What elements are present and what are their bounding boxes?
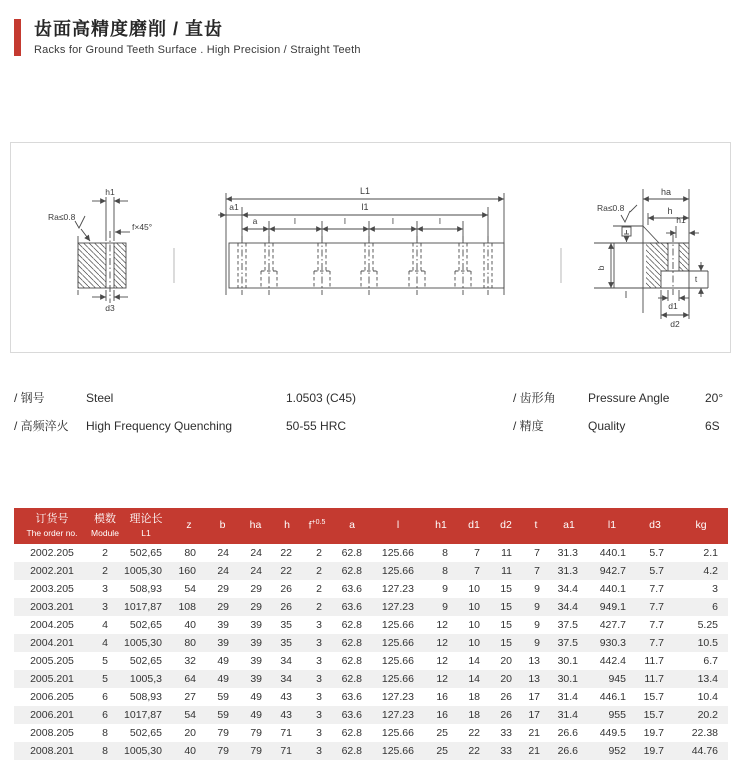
table-cell: 13 — [528, 673, 540, 685]
table-row — [14, 544, 728, 562]
table-cell: 35 — [280, 619, 292, 631]
table-cell: 7.7 — [649, 619, 664, 631]
table-cell: 3 — [316, 637, 322, 649]
table-cell: 1005,30 — [124, 745, 162, 757]
dim-label-t: t — [694, 274, 698, 284]
table-cell: 3 — [102, 583, 108, 595]
table-cell: 7 — [474, 547, 480, 559]
table-cell: 3 — [316, 673, 322, 685]
table-cell: 12 — [436, 673, 448, 685]
table-cell: 2004.205 — [30, 619, 74, 631]
table-cell: 21 — [528, 727, 540, 739]
column-header-ha: ha — [239, 508, 272, 544]
table-cell: 108 — [178, 601, 196, 613]
page-title: 齿面高精度磨削 / 直齿 — [34, 19, 224, 39]
table-cell: 39 — [250, 673, 262, 685]
table-cell: 7.7 — [649, 637, 664, 649]
product-table — [14, 508, 728, 760]
dim-label-L1: L1 — [359, 186, 371, 196]
table-cell: 1005,30 — [124, 637, 162, 649]
table-cell: 9 — [534, 601, 540, 613]
table-cell: 26 — [500, 691, 512, 703]
table-cell: 10 — [468, 601, 480, 613]
table-cell: 125.66 — [381, 655, 414, 667]
table-cell: 29 — [250, 583, 262, 595]
dim-label-d2: d2 — [670, 319, 680, 329]
table-cell: 7.7 — [649, 601, 664, 613]
table-cell: 20 — [184, 727, 196, 739]
table-cell: 19.7 — [643, 745, 664, 757]
column-header-d1: d1 — [458, 508, 490, 544]
table-cell: 5 — [102, 655, 108, 667]
table-cell: 43 — [280, 709, 292, 721]
table-cell: 442.4 — [599, 655, 626, 667]
table-cell: 3 — [316, 727, 322, 739]
table-cell: 62.8 — [341, 619, 362, 631]
table-cell: 10.5 — [697, 637, 718, 649]
table-cell: 12 — [436, 619, 448, 631]
table-cell: 13 — [528, 655, 540, 667]
table-cell: 125.66 — [381, 673, 414, 685]
dim-label-h1: h1 — [105, 187, 115, 197]
table-cell: 8 — [442, 565, 448, 577]
table-cell: 3 — [316, 709, 322, 721]
table-cell: 24 — [250, 547, 262, 559]
table-cell: 63.6 — [341, 691, 362, 703]
table-cell: 4 — [102, 619, 108, 631]
table-cell: 7.7 — [649, 583, 664, 595]
spec-value: 1.0503 (C45) — [286, 391, 357, 405]
table-cell: 7 — [534, 565, 540, 577]
table-cell: 2 — [316, 601, 322, 613]
table-cell: 1017,87 — [124, 601, 162, 613]
table-cell: 30.1 — [557, 655, 578, 667]
table-cell: 62.8 — [341, 727, 362, 739]
table-cell: 17 — [528, 691, 540, 703]
table-cell: 2 — [102, 547, 108, 559]
dim-label-a1: a1 — [229, 202, 239, 212]
dim-label-a: a — [252, 216, 258, 226]
table-cell: 34 — [280, 655, 292, 667]
table-cell: 9 — [534, 637, 540, 649]
table-cell: 2002.205 — [30, 547, 74, 559]
table-cell: 34.4 — [557, 583, 578, 595]
table-cell: 37.5 — [557, 619, 578, 631]
table-row — [14, 598, 728, 616]
table-cell: 26.6 — [557, 727, 578, 739]
table-cell: 31.3 — [557, 547, 578, 559]
table-cell: 2003.201 — [30, 601, 74, 613]
table-cell: 6 — [102, 709, 108, 721]
table-cell: 930.3 — [599, 637, 626, 649]
technical-drawing — [10, 142, 731, 353]
table-cell: 15.7 — [643, 709, 664, 721]
table-cell: 19.7 — [643, 727, 664, 739]
table-cell: 502,65 — [129, 727, 162, 739]
column-header-t: t — [522, 508, 550, 544]
spec-label-cn: / 高频淬火 — [14, 419, 69, 433]
column-header-module: 模数 Module — [90, 508, 120, 544]
column-header-d3: d3 — [636, 508, 674, 544]
table-cell: 949.1 — [599, 601, 626, 613]
spec-quality — [513, 417, 720, 434]
table-cell: 2004.201 — [30, 637, 74, 649]
spec-label-cn: / 精度 — [513, 419, 544, 433]
table-cell: 63.6 — [341, 709, 362, 721]
table-cell: 125.66 — [381, 619, 414, 631]
table-cell: 2 — [102, 565, 108, 577]
dim-label-b: b — [596, 265, 606, 271]
table-cell: 2 — [316, 565, 322, 577]
table-cell: 2006.205 — [30, 691, 74, 703]
dim-label-d3: d3 — [105, 303, 115, 313]
table-row — [14, 562, 728, 580]
table-cell: 26 — [280, 583, 292, 595]
column-header-a1: a1 — [550, 508, 588, 544]
table-cell: 15 — [500, 583, 512, 595]
dim-label-l-4: l — [439, 216, 441, 226]
table-cell: 5.7 — [649, 565, 664, 577]
table-cell: 79 — [250, 745, 262, 757]
table-cell: 160 — [178, 565, 196, 577]
spec-label-cn: / 钢号 — [14, 391, 45, 405]
table-cell: 446.1 — [599, 691, 626, 703]
column-header-b: b — [206, 508, 239, 544]
table-cell: 25 — [436, 745, 448, 757]
table-cell: 29 — [250, 601, 262, 613]
table-cell: 14 — [468, 673, 480, 685]
spec-label-en: Quality — [588, 419, 626, 433]
table-cell: 49 — [250, 691, 262, 703]
table-cell: 502,65 — [129, 619, 162, 631]
table-cell: 31.4 — [557, 691, 578, 703]
table-row — [14, 688, 728, 706]
column-header-theoretical-length: 理论长 L1 — [120, 508, 172, 544]
table-cell: 22 — [468, 745, 480, 757]
table-cell: 39 — [250, 637, 262, 649]
table-cell: 5.25 — [697, 619, 718, 631]
table-cell: 942.7 — [599, 565, 626, 577]
table-cell: 502,65 — [129, 547, 162, 559]
table-cell: 11 — [501, 565, 512, 577]
dim-label-h1-right: h1 — [676, 215, 686, 225]
table-cell: 62.8 — [341, 655, 362, 667]
table-cell: 18 — [468, 709, 480, 721]
table-cell: 7 — [474, 565, 480, 577]
table-cell: 71 — [280, 745, 292, 757]
table-cell: 14 — [468, 655, 480, 667]
table-cell: 22.38 — [691, 727, 718, 739]
table-cell: 62.8 — [341, 547, 362, 559]
column-header-h1: h1 — [424, 508, 458, 544]
table-cell: 11 — [501, 547, 512, 559]
table-cell: 20 — [500, 673, 512, 685]
table-cell: 26.6 — [557, 745, 578, 757]
table-cell: 2005.201 — [30, 673, 74, 685]
table-cell: 5 — [102, 673, 108, 685]
column-header-order-no: 订货号 The order no. — [14, 508, 90, 544]
accent-bar — [14, 19, 21, 56]
table-cell: 17 — [528, 709, 540, 721]
table-cell: 4.2 — [703, 565, 718, 577]
table-cell: 40 — [184, 745, 196, 757]
table-cell: 15 — [500, 601, 512, 613]
spec-label-en: Pressure Angle — [588, 391, 670, 405]
table-cell: 49 — [250, 709, 262, 721]
table-cell: 31.3 — [557, 565, 578, 577]
spec-value: 6S — [705, 419, 720, 433]
table-cell: 5.7 — [649, 547, 664, 559]
table-row — [14, 670, 728, 688]
table-cell: 945 — [608, 673, 626, 685]
column-header-z: z — [172, 508, 206, 544]
table-cell: 3 — [102, 601, 108, 613]
table-cell: 21 — [528, 745, 540, 757]
table-cell: 1005,30 — [124, 565, 162, 577]
table-cell: 3 — [316, 745, 322, 757]
table-cell: 79 — [217, 745, 229, 757]
table-cell: 33 — [500, 727, 512, 739]
table-cell: 427.7 — [599, 619, 626, 631]
table-cell: 29 — [217, 601, 229, 613]
table-cell: 2002.201 — [30, 565, 74, 577]
spec-value: 20° — [705, 391, 724, 405]
table-row — [14, 724, 728, 742]
table-cell: 440.1 — [599, 547, 626, 559]
table-cell: 49 — [217, 673, 229, 685]
dim-label-ha: ha — [660, 187, 672, 197]
table-cell: 502,65 — [129, 655, 162, 667]
spec-steel — [14, 389, 356, 406]
table-cell: 125.66 — [381, 745, 414, 757]
table-cell: 11.7 — [644, 655, 664, 667]
table-cell: 71 — [280, 727, 292, 739]
table-cell: 2008.205 — [30, 727, 74, 739]
table-cell: 26 — [500, 709, 512, 721]
dim-label-l-2: l — [344, 216, 346, 226]
table-cell: 16 — [436, 709, 448, 721]
dim-label-h: h — [667, 206, 673, 216]
table-cell: 80 — [184, 637, 196, 649]
table-cell: 4 — [102, 637, 108, 649]
table-cell: 3 — [316, 619, 322, 631]
table-cell: 10 — [468, 619, 480, 631]
table-cell: 10 — [468, 583, 480, 595]
dim-label-ra-left: Ra≤0.8 — [48, 212, 76, 222]
table-cell: 54 — [184, 709, 196, 721]
table-row — [14, 616, 728, 634]
table-cell: 30.1 — [557, 673, 578, 685]
table-cell: 20 — [500, 655, 512, 667]
table-cell: 10.4 — [697, 691, 718, 703]
table-cell: 20.2 — [697, 709, 718, 721]
table-cell: 9 — [534, 583, 540, 595]
table-cell: 2005.205 — [30, 655, 74, 667]
table-header-row — [14, 508, 728, 544]
table-cell: 62.8 — [341, 565, 362, 577]
table-cell: 62.8 — [341, 673, 362, 685]
table-cell: 59 — [217, 709, 229, 721]
table-cell: 34 — [280, 673, 292, 685]
table-cell: 43 — [280, 691, 292, 703]
table-cell: 3 — [316, 655, 322, 667]
table-cell: 63.6 — [341, 583, 362, 595]
table-cell: 7 — [534, 547, 540, 559]
table-cell: 31.4 — [557, 709, 578, 721]
table-cell: 39 — [217, 637, 229, 649]
table-cell: 6 — [102, 691, 108, 703]
dim-label-l1: l1 — [361, 202, 369, 212]
column-header-kg: kg — [674, 508, 728, 544]
table-cell: 12 — [436, 655, 448, 667]
table-cell: 508,93 — [129, 583, 162, 595]
table-cell: 1017,87 — [124, 709, 162, 721]
table-cell: 24 — [250, 565, 262, 577]
table-cell: 2 — [316, 547, 322, 559]
dim-label-d1: d1 — [668, 301, 678, 311]
table-cell: 16 — [436, 691, 448, 703]
column-header-d2: d2 — [490, 508, 522, 544]
table-cell: 2006.201 — [30, 709, 74, 721]
table-cell: 9 — [442, 601, 448, 613]
table-cell: 22 — [280, 547, 292, 559]
table-cell: 24 — [217, 547, 229, 559]
table-cell: 6 — [712, 601, 718, 613]
table-cell: 3 — [712, 583, 718, 595]
table-cell: 125.66 — [381, 565, 414, 577]
table-cell: 33 — [500, 745, 512, 757]
table-cell: 12 — [436, 637, 448, 649]
table-cell: 1005,3 — [129, 673, 162, 685]
table-cell: 15 — [500, 637, 512, 649]
table-cell: 2008.201 — [30, 745, 74, 757]
table-cell: 54 — [184, 583, 196, 595]
spec-pressure-angle — [513, 389, 723, 406]
table-body — [14, 544, 728, 760]
dim-label-ra-right: Ra≤0.8 — [597, 203, 625, 213]
table-cell: 64 — [184, 673, 196, 685]
table-cell: 13.4 — [697, 673, 718, 685]
header-text — [34, 19, 361, 56]
table-row — [14, 742, 728, 760]
table-cell: 63.6 — [341, 601, 362, 613]
table-cell: 18 — [468, 691, 480, 703]
dim-label-f45: f×45° — [132, 222, 153, 232]
spec-label-cn: / 齿形角 — [513, 391, 556, 405]
table-cell: 125.66 — [381, 637, 414, 649]
table-cell: 955 — [608, 709, 626, 721]
table-cell: 11.7 — [644, 673, 664, 685]
spec-label-en: High Frequency Quenching — [86, 419, 233, 433]
table-cell: 62.8 — [341, 637, 362, 649]
table-cell: 440.1 — [599, 583, 626, 595]
table-cell: 62.8 — [341, 745, 362, 757]
table-cell: 8 — [442, 547, 448, 559]
table-cell: 24 — [217, 565, 229, 577]
table-cell: 15 — [500, 619, 512, 631]
table-cell: 2 — [316, 583, 322, 595]
table-cell: 15.7 — [643, 691, 664, 703]
table-cell: 39 — [250, 655, 262, 667]
table-cell: 39 — [250, 619, 262, 631]
table-cell: 9 — [442, 583, 448, 595]
table-cell: 49 — [217, 655, 229, 667]
table-cell: 3 — [316, 691, 322, 703]
column-header-h: h — [272, 508, 302, 544]
drawing-left-section — [75, 197, 130, 303]
table-cell: 79 — [250, 727, 262, 739]
table-cell: 449.5 — [599, 727, 626, 739]
table-cell: 40 — [184, 619, 196, 631]
page-subtitle: Racks for Ground Teeth Surface . High Precision / Straight Teeth — [34, 43, 361, 56]
page-header — [14, 19, 361, 56]
table-cell: 2003.205 — [30, 583, 74, 595]
table-cell: 125.66 — [381, 547, 414, 559]
table-row — [14, 634, 728, 652]
table-cell: 8 — [102, 745, 108, 757]
column-header-a: a — [332, 508, 372, 544]
table-cell: 80 — [184, 547, 196, 559]
table-row — [14, 580, 728, 598]
table-cell: 952 — [608, 745, 626, 757]
table-cell: 10 — [468, 637, 480, 649]
table-cell: 125.66 — [381, 727, 414, 739]
table-cell: 27 — [184, 691, 196, 703]
spec-label-en: Steel — [86, 391, 114, 405]
table-cell: 127.23 — [381, 583, 414, 595]
table-cell: 2.1 — [703, 547, 718, 559]
table-row — [14, 652, 728, 670]
table-cell: 25 — [436, 727, 448, 739]
spec-value: 50-55 HRC — [286, 419, 347, 433]
dim-label-l-3: l — [392, 216, 394, 226]
rack-drawing — [11, 143, 730, 352]
table-cell: 22 — [468, 727, 480, 739]
table-cell: 44.76 — [691, 745, 718, 757]
table-cell: 34.4 — [557, 601, 578, 613]
column-header-f: $f^{+0.5}$ — [302, 508, 332, 544]
table-cell: 32 — [184, 655, 196, 667]
table-cell: 9 — [534, 619, 540, 631]
table-cell: 26 — [280, 601, 292, 613]
table-cell: 37.5 — [557, 637, 578, 649]
table-cell: 8 — [102, 727, 108, 739]
table-cell: 39 — [217, 619, 229, 631]
column-header-l1: l1 — [588, 508, 636, 544]
table-cell: 127.23 — [381, 601, 414, 613]
table-cell: 22 — [280, 565, 292, 577]
table-cell: 29 — [217, 583, 229, 595]
table-cell: 508,93 — [129, 691, 162, 703]
table-cell: 79 — [217, 727, 229, 739]
table-cell: 59 — [217, 691, 229, 703]
table-cell: 127.23 — [381, 691, 414, 703]
dim-label-l-1: l — [294, 216, 296, 226]
column-header-l: l — [372, 508, 424, 544]
spec-quenching — [14, 417, 346, 434]
table-row — [14, 706, 728, 724]
table-cell: 6.7 — [703, 655, 718, 667]
table-cell: 35 — [280, 637, 292, 649]
table-cell: 127.23 — [381, 709, 414, 721]
